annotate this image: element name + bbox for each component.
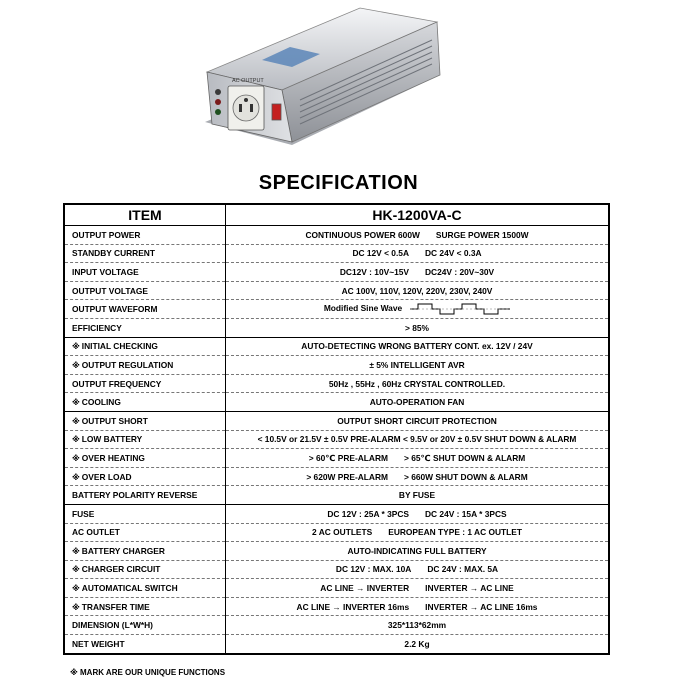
spec-item-cell [64,337,226,356]
spec-item-label: OUTPUT VOLTAGE [72,285,148,296]
table-row [64,560,609,579]
spec-value: ± 5% INTELLIGENT AVR [369,359,465,370]
spec-value-secondary: > 65℃ SHUT DOWN & ALARM [403,452,526,463]
spec-value: CONTINUOUS POWER 600W [305,229,420,240]
spec-item-label: OUTPUT REGULATION [81,359,174,370]
table-row [64,411,609,430]
table-row [64,467,609,486]
spec-value-cell [226,300,610,319]
table-row [64,281,609,300]
table-row [64,318,609,337]
unique-function-mark: ※ [72,360,80,370]
spec-item-label: STANDBY CURRENT [72,248,155,259]
spec-value-cell [226,523,610,542]
spec-item-label: FUSE [72,508,95,519]
header-model: HK-1200VA-C [226,204,610,226]
spec-item-cell [64,226,226,245]
spec-item-cell [64,263,226,282]
spec-item-label: AC OUTLET [72,527,120,538]
spec-value: AC 100V, 110V, 120V, 220V, 230V, 240V [341,285,493,296]
spec-value-cell [226,579,610,598]
spec-item-label: CHARGER CIRCUIT [81,564,161,575]
spec-item-label: TRANSFER TIME [81,601,150,612]
table-row [64,523,609,542]
table-row [64,356,609,375]
spec-value-cell [226,486,610,505]
table-row [64,486,609,505]
spec-value-cell [226,504,610,523]
spec-value-secondary: DC 24V : 15A * 3PCS [425,508,507,519]
spec-value-secondary: EUROPEAN TYPE : 1 AC OUTLET [388,527,522,538]
spec-value: 2 AC OUTLETS [312,527,373,538]
table-row [64,597,609,616]
table-row [64,542,609,561]
spec-value: > 60℃ PRE-ALARM [308,452,388,463]
spec-item-cell [64,579,226,598]
modified-sine-wave-icon [410,302,510,316]
spec-item-cell [64,374,226,393]
spec-item-label: OVER LOAD [81,471,132,482]
unique-function-mark: ※ [72,398,80,408]
spec-item-label: BATTERY CHARGER [81,545,165,556]
table-row [64,374,609,393]
spec-value-secondary: DC24V : 20V~30V [425,266,495,277]
spec-item-cell [64,281,226,300]
spec-item-cell [64,635,226,654]
spec-value-secondary: INVERTER → AC LINE 16ms [425,601,538,612]
spec-value-cell [226,337,610,356]
spec-value-cell [226,635,610,654]
spec-item-label: DIMENSION (L*W*H) [72,620,153,631]
panel-label: AC OUTPUT [232,78,264,84]
spec-item-label: OUTPUT POWER [72,229,141,240]
spec-item-cell [64,504,226,523]
spec-item-cell [64,542,226,561]
spec-value-cell [226,244,610,263]
spec-item-label: EFFICIENCY [72,322,122,333]
spec-item-label: OVER HEATING [81,452,145,463]
table-row [64,616,609,635]
spec-item-cell [64,449,226,468]
spec-item-cell [64,560,226,579]
spec-value-cell [226,374,610,393]
unique-function-mark: ※ [72,453,80,463]
spec-value: 2.2 Kg [404,638,430,649]
spec-item-cell [64,356,226,375]
spec-value-secondary: > 660W SHUT DOWN & ALARM [403,471,528,482]
spec-value: > 620W PRE-ALARM [306,471,388,482]
spec-value-secondary: SURGE POWER 1500W [435,229,529,240]
spec-item-label: INITIAL CHECKING [81,341,158,352]
table-row [64,504,609,523]
spec-item-cell [64,523,226,542]
spec-value: DC 12V < 0.5A [352,248,409,259]
table-row [64,635,609,654]
spec-item-cell [64,300,226,319]
spec-value: DC 12V : 25A * 3PCS [327,508,409,519]
spec-item-cell [64,430,226,449]
footnote: ※ MARK ARE OUR UNIQUE FUNCTIONS [70,668,226,677]
table-row [64,337,609,356]
spec-value-secondary: DC 24V < 0.3A [425,248,482,259]
spec-value-cell [226,449,610,468]
spec-item-cell [64,616,226,635]
unique-function-mark: ※ [72,472,80,482]
spec-value-cell [226,560,610,579]
spec-value-cell [226,356,610,375]
spec-item-cell [64,244,226,263]
spec-item-label: NET WEIGHT [72,638,125,649]
spec-value: BY FUSE [398,490,436,501]
unique-function-mark: ※ [72,565,80,575]
spec-value: AUTO-OPERATION FAN [369,397,465,408]
header-item: ITEM [64,204,226,226]
spec-value: AUTO-DETECTING WRONG BATTERY CONT. ex. 12V / 24V [301,341,533,352]
table-row [64,244,609,263]
spec-value: DC12V : 10V~15V [339,266,409,277]
spec-item-label: LOW BATTERY [81,434,143,445]
spec-value-cell [226,616,610,635]
spec-value: < 10.5V or 21.5V ± 0.5V PRE-ALARM < 9.5V or 20V ± 0.5V SHUT DOWN & ALARM [257,434,577,445]
table-row [64,430,609,449]
spec-item-label: BATTERY POLARITY REVERSE [72,490,198,501]
spec-value: OUTPUT SHORT CIRCUIT PROTECTION [337,415,497,426]
spec-value-secondary: DC 24V : MAX. 5A [427,564,499,575]
spec-item-cell [64,467,226,486]
spec-value-cell [226,263,610,282]
spec-value: AUTO-INDICATING FULL BATTERY [347,545,487,556]
unique-function-mark: ※ [72,602,80,612]
unique-function-mark: ※ [72,435,80,445]
spec-value: 50Hz , 55Hz , 60Hz CRYSTAL CONTROLLED. [328,378,506,389]
spec-item-label: OUTPUT SHORT [81,415,148,426]
table-row [64,263,609,282]
spec-value-cell [226,411,610,430]
spec-value: AC LINE → INVERTER 16ms [296,601,410,612]
spec-item-label: INPUT VOLTAGE [72,266,139,277]
spec-value-cell [226,281,610,300]
table-row [64,300,609,319]
spec-item-label: OUTPUT WAVEFORM [72,304,158,315]
spec-value-cell [226,318,610,337]
spec-item-cell [64,486,226,505]
spec-value: AC LINE → INVERTER [320,583,410,594]
spec-item-cell [64,393,226,412]
spec-value-cell [226,467,610,486]
unique-function-mark: ※ [72,416,80,426]
spec-item-label: COOLING [81,397,121,408]
spec-item-label: AUTOMATICAL SWITCH [81,583,178,594]
spec-value-cell [226,393,610,412]
spec-table [63,203,610,655]
table-row [64,449,609,468]
spec-value-secondary: INVERTER → AC LINE [425,583,514,594]
spec-item-cell [64,411,226,430]
unique-function-mark: ※ [72,342,80,352]
spec-item-cell [64,597,226,616]
spec-item-cell [64,318,226,337]
table-header-row [64,204,609,226]
unique-function-mark: ※ [72,546,80,556]
unique-function-mark: ※ [72,584,80,594]
spec-value: Modified Sine Wave [323,303,403,314]
spec-value-cell [226,430,610,449]
spec-value-cell [226,226,610,245]
spec-value-cell [226,597,610,616]
spec-value: > 85% [405,322,429,333]
table-row [64,226,609,245]
product-photo [0,0,677,170]
page-title: SPECIFICATION [258,172,419,194]
spec-value: DC 12V : MAX. 10A [335,564,412,575]
table-row [64,579,609,598]
table-row [64,393,609,412]
spec-item-label: OUTPUT FREQUENCY [72,378,162,389]
spec-value-cell [226,542,610,561]
spec-value: 325*113*62mm [387,620,447,631]
